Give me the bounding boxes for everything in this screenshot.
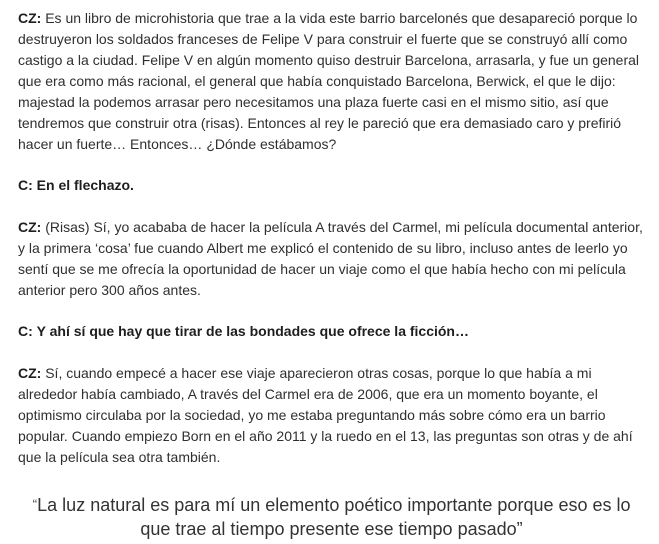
speaker-label: CZ: xyxy=(18,219,42,235)
answer-text: Es un libro de microhistoria que trae a la vida este barrio barcelonés que desapareció porque lo destruyeron los soldados franceses de Felipe V para construir el fuerte que se construyó allí como castigo a la ciudad. Felipe V en algún momento quiso destruir Barcelona, arrasarla, y fue un general que era como más racional, el general que había conquistado Barcelona, Berwick, el que le dijo: majestad la podemos arrasar pero necesitamos una plaza fuerte casi en el mismo sitio, así que tendremos que construir otra (risas). Entonces al rey le pareció que era demasiado caro y prefirió hacer un fuerte… Entonces… ¿Dónde estábamos? xyxy=(18,10,640,152)
question-text: Y ahí sí que hay que tirar de las bondades que ofrece la ficción… xyxy=(36,323,469,339)
question-text: En el flechazo. xyxy=(36,177,134,193)
answer-paragraph-2 xyxy=(18,217,645,301)
open-quote-mark: “ xyxy=(32,496,38,512)
question-paragraph-1 xyxy=(18,175,645,196)
speaker-label: C: xyxy=(18,177,33,193)
answer-paragraph-3 xyxy=(18,363,645,468)
speaker-label: CZ: xyxy=(18,10,42,26)
answer-text: Sí, cuando empecé a hacer ese viaje aparecieron otras cosas, porque lo que había a mi alrededor había cambiado, A través del Carmel era de 2006, que era un momento boyante, el optimismo circulaba por la sociedad, yo me estaba preguntando más sobre cómo era un barrio popular. Cuando empiezo Born en el año 2011 y la ruedo en el 13, las preguntas son otras y de ahí que la película sea otra también. xyxy=(18,365,633,465)
speaker-label: C: xyxy=(18,323,33,339)
answer-text: (Risas) Sí, yo acababa de hacer la película A través del Carmel, mi película documental anterior, y la primera ‘cosa’ fue cuando Albert me explicó el contenido de su libro, incluso antes de leerlo yo sentí que se me ofrecía la oportunidad de hacer un viaje como el que había hecho con mi película anterior pero 300 años antes. xyxy=(18,219,643,298)
pull-quote-text: La luz natural es para mí un elemento poético importante porque eso es lo que trae al tiempo presente ese tiempo pasado xyxy=(37,495,631,539)
question-paragraph-2 xyxy=(18,321,645,342)
pull-quote xyxy=(18,492,645,541)
answer-paragraph-1 xyxy=(18,8,645,155)
close-quote-mark: ” xyxy=(516,519,523,539)
speaker-label: CZ: xyxy=(18,365,42,381)
